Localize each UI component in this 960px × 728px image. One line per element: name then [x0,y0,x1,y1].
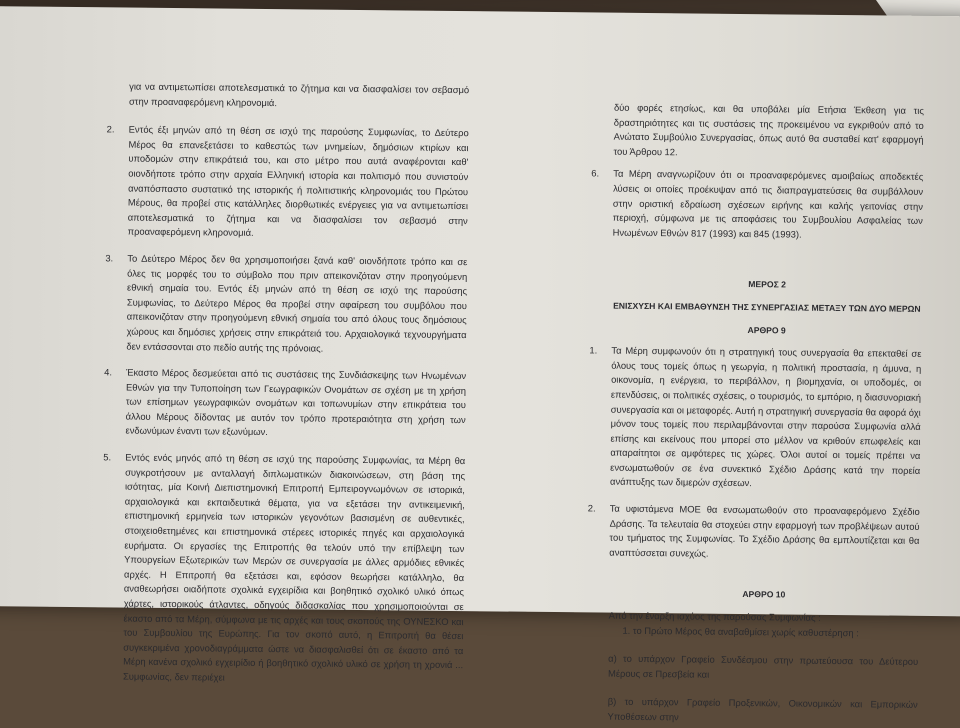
item-number: 1. [589,344,598,356]
left-intro: για να αντιμετωπίσει αποτελεσματικά το ζήτημα και να διασφαλίσει τον σεβασμό στην προαναφερόμενη κληρονομιά. [128,80,470,108]
article-10-item-b: β) το υπάρχον Γραφείο Προξενικών, Οικονομικών και Εμπορικών Υποθέσεων στην [607,696,918,723]
list-item [589,344,922,493]
item-text: Τα Μέρη συμφωνούν ότι η στρατηγική τους συνεργασία θα επεκταθεί σε όλους τους τομείς όπως η γεωργία, η πολιτική προστασία, η άμυνα, η οικονομία, η ενέργεια, το περιβάλλον, η βιομηχανία, οι υποδομές, οι επενδύσεις, οι πολιτικές σχέσεις, ο τουρισμός, το εμπόριο, η διασυνοριακή συνεργασία και οι μεταφορές. Αυτή η στρατηγική συνεργασία θα αφορά όχι μόνον τους τομείς που περιλαμβάνονται στην παρούσα Συμφωνία αλλά επίσης και εκείνους που μπορεί στο μέλλον να κριθούν επωφελείς και απαραίτητοι σε αμφότερες τις χώρες. Όλοι αυτοί οι τομείς πρέπει να ενσωματωθούν σε ένα συνεκτικό Σχέδιο Δράσης κατά την πορεία ανάπτυξης των διμερών σχέσεων. [609,344,922,489]
article-10-item-a: α) το υπάρχον Γραφείο Συνδέσμου στην πρωτεύουσα του Δεύτερου Μέρους σε Πρεσβεία και [607,652,919,680]
part-heading: ΜΕΡΟΣ 2 [748,279,786,290]
article-10-heading: ΑΡΘΡΟ 10 [742,589,786,600]
list-item [106,123,469,243]
right-intro: δύο φορές ετησίως, και θα υποβάλει μία Ετήσια Έκθεση για τις δραστηριότητες και τις συστάσεις της προκειμένου να εγκριθούν από το Ανώτατο Συμβούλιο Συνεργασίας, όπως αυτό θα συσταθεί κατ' εφαρμογή του Άρθρου 12. [613,101,925,158]
list-item [103,451,466,688]
item-number: 2. [587,502,596,514]
item-number: 2. [106,123,115,135]
right-column [587,101,925,728]
article-10-intro: Από την έναρξη ισχύος της παρούσας Συμφωνίας : [608,609,821,623]
item-text: Τα Μέρη αναγνωρίζουν ότι οι προαναφερόμενες αμοιβαίως αποδεκτές λύσεις οι οποίες προέκυψαν από τις διαπραγματεύσεις θα συμβάλλουν στην οριστική εδραίωση σχέσεων ειρήνης και καλής γειτονίας στην περιοχή, σύμφωνα με τις αποφάσεις του Συμβουλίου Ασφαλείας των Ηνωμένων Εθνών 817 (1993) και 845 (1993). [612,168,924,240]
list-item [105,251,468,357]
item-number: 4. [104,366,113,378]
item-text: Τα υφιστάμενα ΜΟΕ θα ενσωματωθούν στο προαναφερόμενο Σχέδιο Δράσης. Τα τελευταία θα στοχεύει στην εφαρμογή των προβλέψεων αυτού του τμήματος της Συμφωνίας. Το Σχέδιο Δράσης θα εμπλουτίζεται και θα αναπτύσσεται συνεχώς. [609,502,920,559]
list-item [587,502,920,564]
item-text: Το Δεύτερο Μέρος δεν θα χρησιμοποιήσει ξανά καθ' οιονδήποτε τρόπο και σε όλες τις μορφές του το σύμβολο που πριν απεικονιζόταν στην προηγούμενη εθνική σημαία του. Εντός έξι μηνών από τη θέση σε ισχύ της παρούσης Συμφωνίας, το Δεύτερο Μέρος θα προβεί στην αφαίρεση του συμβόλου που απεικονιζόταν στην προηγούμενη εθνική σημαία του από όλους τους δημόσιους χώρους και δημόσιες χρήσεις στην επικράτειά του. Αρχαιολογικά τεχνουργήματα δεν εντάσσονται στο πεδίο αυτής της πρόνοιας. [126,252,468,354]
item-text: Εντός ενός μηνός από τη θέση σε ισχύ της παρούσης Συμφωνίας, τα Μέρη θα συγκροτήσουν με ανταλλαγή διπλωματικών διακοινώσεων, στη βάση της ισότητας, μία Κοινή Διεπιστημονική Επιτροπή Εμπειρογνωμόνων σε ιστορικά, αρχαιολογικά και εκπαιδευτικά θέματα, για να εξετάσει την αντικειμενική, επιστημονική ερμηνεία των ιστορικών γεγονότων βασισμένη σε αυθεντικές, στοιχειοθετημένες και επιστημονικά στέρεες ιστορικές πηγές και αρχαιολογικά ευρήματα. Οι εργασίες της Επιτροπής θα τελούν υπό την επίβλεψη των Υπουργείων Εξωτερικών των Μερών σε συνεργασία με άλλες αρμόδιες εθνικές αρχές. Η Επιτροπή θα εξετάσει και, εφόσον θεωρήσει κατάλληλο, θα αναθεωρήσει οιαδήποτε σχολικά εγχειρίδια και βοηθητικό σχολικό υλικό όπως χάρτες, ιστορικούς άτλαντες, οδηγούς διδασκαλίας που χρησιμοποιούνται σε έκαστο από τα Μέρη, σύμφωνα με τις αρχές και τους σκοπούς της ΟΥΝΕΣΚΟ και του Συμβουλίου της Ευρώπης. Για τον σκοπό αυτό, η Επιτροπή θα θέσει συγκεκριμένα χρονοδιαγράμματα ώστε να διασφαλισθεί ότι σε έκαστο από τα Μέρη κανένα σχολικό εγχειρίδιο ή βοηθητικό σχολικό υλικό σε χρήση τη χρονιά ... Συμφωνίας, δεν περιέχει [122,451,466,683]
document-page [0,6,960,723]
item-number: 6. [591,167,600,179]
list-item [591,167,924,243]
article-10-item-1: 1. το Πρώτο Μέρος θα αναβαθμίσει χωρίς καθυστέρηση : [622,624,859,638]
left-column [103,80,470,700]
item-text: Έκαστο Μέρος δεσμεύεται από τις συστάσεις της Συνδιάσκεψης των Ηνωμένων Εθνών για την Τυποποίηση των Γεωγραφικών Ονομάτων σε σχέση με τη χρήση των επίσημων γεωγραφικών ονομάτων και τοπωνυμίων στην επικράτεια του άλλου Μέρους δίδοντας με αυτόν τον τρόπο προτεραιότητα στη χρήση των ενδωνύμων έναντι των εξωνύμων. [125,366,467,438]
item-text: Εντός έξι μηνών από τη θέση σε ισχύ της παρούσης Συμφωνίας, το Δεύτερο Μέρος θα επανεξετάσει το καθεστώς των μνημείων, δημόσιων κτιρίων και υποδομών στην επικράτειά του, και στο μέτρο που αυτά αναφέρονται καθ' οιονδήποτε τρόπο στην αρχαία Ελληνική ιστορία και πολιτισμό που συνιστούν αναπόσπαστο συστατικό της ιστορικής ή πολιτιστικής κληρονομιάς του Πρώτου Μέρους, θα προβεί στις κατάλληλες διορθωτικές ενέργειες για να αντιμετωπίσει αποτελεσματικά το ζήτημα και να διασφαλίσει τον σεβασμό στην προαναφερόμενη κληρονομιά. [127,123,469,239]
item-number: 3. [105,252,114,264]
part-title: ΕΝΙΣΧΥΣΗ ΚΑΙ ΕΜΒΑΘΥΝΣΗ ΤΗΣ ΣΥΝΕΡΓΑΣΙΑΣ ΜΕΤΑΞΥ ΤΩΝ ΔΥΟ ΜΕΡΩΝ [613,300,921,314]
list-item [104,366,467,443]
item-number: 5. [103,451,112,463]
article-9-heading: ΑΡΘΡΟ 9 [747,324,786,335]
